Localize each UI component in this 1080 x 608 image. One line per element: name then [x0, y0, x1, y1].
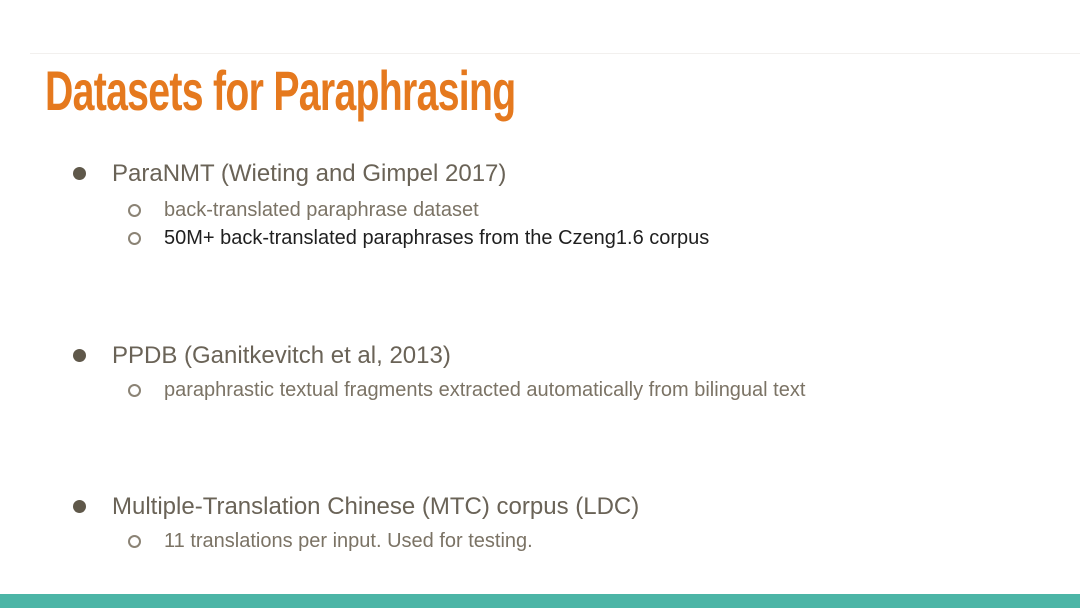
bullet-dot-icon	[73, 167, 86, 180]
bullet-label: PPDB (Ganitkevitch et al, 2013)	[112, 342, 451, 369]
sub-bullet-label: 50M+ back-translated paraphrases from the Czeng1.6 corpus	[164, 227, 710, 249]
sub-bullet-label: back-translated paraphrase dataset	[164, 199, 479, 221]
bullet-dot-icon	[73, 500, 86, 513]
sub-bullet-item	[128, 224, 709, 252]
sub-bullet-circle-icon	[128, 204, 141, 217]
bullet-dot-icon	[73, 349, 86, 362]
bullet-label: ParaNMT (Wieting and Gimpel 2017)	[112, 160, 507, 187]
slide-top-edge-line	[30, 53, 1080, 54]
bullet-item-mtc	[73, 491, 639, 523]
bullet-item-ppdb	[73, 340, 451, 372]
sub-bullet-item	[128, 196, 479, 224]
bullet-label: Multiple-Translation Chinese (MTC) corpus (LDC)	[112, 493, 640, 520]
sub-bullet-label: 11 translations per input. Used for testing.	[164, 530, 533, 552]
sub-bullet-item	[128, 376, 805, 404]
sub-bullet-circle-icon	[128, 384, 141, 397]
sub-bullet-circle-icon	[128, 535, 141, 548]
sub-bullet-item	[128, 527, 533, 555]
sub-bullet-label: paraphrastic textual fragments extracted automatically from bilingual text	[164, 379, 806, 401]
sub-bullet-circle-icon	[128, 232, 141, 245]
bullet-item-paranmt	[73, 158, 506, 190]
slide-title: Datasets for Paraphrasing	[45, 59, 516, 122]
footer-accent-bar	[0, 594, 1080, 608]
